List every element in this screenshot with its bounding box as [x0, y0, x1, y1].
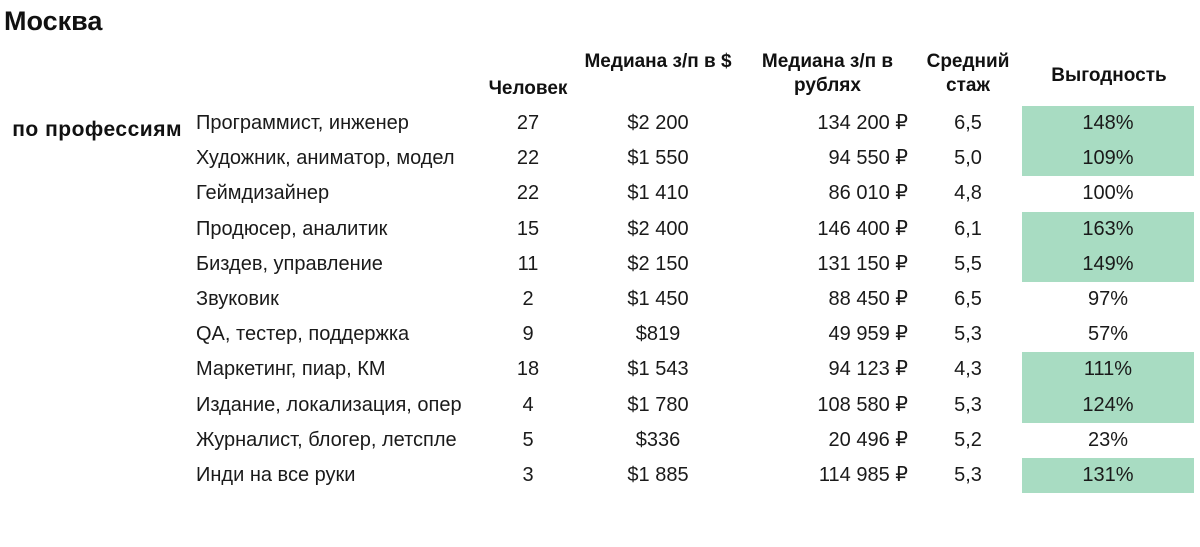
- experience-cell[interactable]: 6,5: [954, 287, 982, 310]
- table-row: [0, 247, 1200, 282]
- table-row: [0, 212, 1200, 247]
- table-row: [0, 106, 1200, 141]
- experience-cell[interactable]: 5,3: [954, 323, 982, 346]
- people-cell[interactable]: 22: [516, 182, 540, 205]
- profession-cell[interactable]: Художник, аниматор, модел: [196, 147, 455, 170]
- header-people: Человек: [488, 78, 568, 99]
- header-median-usd: Медиана з/п в $: [584, 51, 732, 72]
- table-row: [0, 388, 1200, 423]
- people-cell[interactable]: 2: [522, 287, 534, 310]
- benefit-cell[interactable]: 100%: [1082, 182, 1134, 205]
- people-cell[interactable]: 3: [522, 463, 534, 486]
- median-rub-cell[interactable]: 134 200 ₽: [817, 112, 908, 134]
- header-median-rub: Медиана з/п в рублях: [761, 51, 894, 96]
- benefit-cell[interactable]: 97%: [1087, 287, 1129, 310]
- experience-cell[interactable]: 5,2: [954, 428, 982, 451]
- profession-cell[interactable]: QA, тестер, поддержка: [196, 323, 410, 346]
- median-usd-cell[interactable]: $1 780: [627, 393, 689, 416]
- benefit-cell[interactable]: 148%: [1022, 106, 1194, 141]
- people-cell[interactable]: 22: [516, 147, 540, 170]
- median-rub-cell[interactable]: 114 985 ₽: [818, 463, 908, 486]
- experience-cell[interactable]: 6,1: [954, 217, 982, 240]
- median-usd-cell[interactable]: $2 200: [627, 112, 689, 134]
- profession-cell[interactable]: Издание, локализация, опер: [196, 393, 462, 416]
- profession-cell[interactable]: Звуковик: [196, 287, 279, 310]
- table-row: [0, 352, 1200, 387]
- experience-cell[interactable]: 5,3: [954, 463, 982, 486]
- profession-cell[interactable]: Биздев, управление: [196, 252, 383, 275]
- median-usd-cell[interactable]: $2 400: [627, 217, 689, 240]
- people-cell[interactable]: 4: [522, 393, 534, 416]
- table-row: [0, 423, 1200, 458]
- median-usd-cell[interactable]: $1 450: [627, 287, 689, 310]
- benefit-cell[interactable]: 163%: [1022, 212, 1194, 247]
- people-cell[interactable]: 15: [516, 217, 540, 240]
- benefit-cell[interactable]: 57%: [1087, 323, 1129, 346]
- people-cell[interactable]: 11: [517, 252, 539, 275]
- experience-cell[interactable]: 5,3: [954, 393, 982, 416]
- profession-cell[interactable]: Программист, инженер: [196, 112, 409, 134]
- benefit-cell[interactable]: 149%: [1022, 247, 1194, 282]
- table-row: [0, 176, 1200, 211]
- profession-cell[interactable]: Геймдизайнер: [196, 182, 330, 205]
- profession-cell[interactable]: Журналист, блогер, летсплe: [196, 428, 457, 451]
- sheet-title: Москва: [4, 6, 103, 36]
- profession-cell[interactable]: Инди на все руки: [196, 463, 356, 486]
- experience-cell[interactable]: 4,8: [954, 182, 982, 205]
- median-rub-cell[interactable]: 20 496 ₽: [828, 428, 908, 451]
- median-rub-cell[interactable]: 131 150 ₽: [817, 252, 908, 275]
- median-rub-cell[interactable]: 146 400 ₽: [817, 217, 908, 240]
- header-experience: Средний стаж: [926, 51, 1010, 96]
- profession-cell[interactable]: Продюсер, аналитик: [196, 217, 388, 240]
- median-usd-cell[interactable]: $1 410: [627, 182, 689, 205]
- median-rub-cell[interactable]: 88 450 ₽: [828, 287, 908, 310]
- benefit-cell[interactable]: 111%: [1022, 352, 1194, 387]
- median-usd-cell[interactable]: $819: [635, 323, 681, 346]
- header-benefit: Выгодность: [1051, 65, 1167, 86]
- benefit-cell[interactable]: 131%: [1022, 458, 1194, 493]
- people-cell[interactable]: 27: [516, 112, 540, 134]
- median-rub-cell[interactable]: 94 123 ₽: [828, 358, 908, 381]
- experience-cell[interactable]: 4,3: [954, 358, 982, 381]
- people-cell[interactable]: 5: [522, 428, 534, 451]
- people-cell[interactable]: 18: [516, 358, 540, 381]
- benefit-cell[interactable]: 23%: [1087, 428, 1129, 451]
- median-rub-cell[interactable]: 94 550 ₽: [828, 147, 908, 170]
- table-row: [0, 458, 1200, 493]
- experience-cell[interactable]: 6,5: [954, 112, 982, 134]
- median-rub-cell[interactable]: 49 959 ₽: [828, 323, 908, 346]
- profession-cell[interactable]: Маркетинг, пиар, КМ: [196, 358, 386, 381]
- table-row: [0, 317, 1200, 352]
- table-row: [0, 282, 1200, 317]
- experience-cell[interactable]: 5,5: [954, 252, 982, 275]
- median-usd-cell[interactable]: $2 150: [627, 252, 689, 275]
- people-cell[interactable]: 9: [522, 323, 534, 346]
- median-usd-cell[interactable]: $1 550: [627, 147, 689, 170]
- median-usd-cell[interactable]: $1 885: [627, 463, 689, 486]
- median-usd-cell[interactable]: $336: [635, 428, 681, 451]
- median-usd-cell[interactable]: $1 543: [627, 358, 689, 381]
- experience-cell[interactable]: 5,0: [954, 147, 982, 170]
- median-rub-cell[interactable]: 108 580 ₽: [817, 393, 908, 416]
- data-table: [0, 106, 1200, 493]
- section-label: по профессиям: [12, 118, 182, 141]
- table-row: [0, 141, 1200, 176]
- median-rub-cell[interactable]: 86 010 ₽: [828, 182, 908, 205]
- benefit-cell[interactable]: 109%: [1022, 141, 1194, 176]
- benefit-cell[interactable]: 124%: [1022, 388, 1194, 423]
